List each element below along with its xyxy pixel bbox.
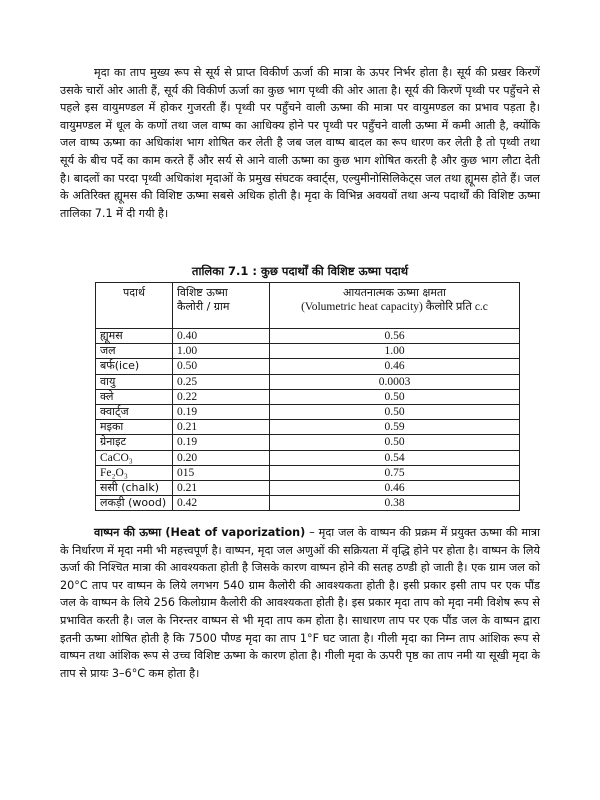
table-row xyxy=(96,404,520,419)
table-caption: तालिका 7.1 : कुछ पदार्थों की विशिष्ट ऊष्मा पदार्थ xyxy=(191,264,409,278)
table-row xyxy=(96,496,520,511)
table-row xyxy=(96,389,520,404)
cell-specific-heat: 0.19 xyxy=(173,404,270,419)
cell-volumetric: 0.56 xyxy=(270,329,520,344)
cell-specific-heat: 0.21 xyxy=(173,480,270,495)
cell-volumetric: 0.54 xyxy=(270,450,520,465)
cell-specific-heat: 0.25 xyxy=(173,374,270,389)
cell-volumetric: 0.46 xyxy=(270,480,520,495)
table-row xyxy=(96,374,520,389)
header-volumetric-heat: आयतनात्मक ऊष्मा क्षमता (Volumetric heat capacity) कैलोरि प्रति c.c xyxy=(270,283,520,329)
cell-volumetric: 0.59 xyxy=(270,420,520,435)
cell-substance: लकड़ी (wood) xyxy=(96,496,173,511)
cell-specific-heat: 0.20 xyxy=(173,450,270,465)
cell-substance: ससी (chalk) xyxy=(96,480,173,495)
cell-substance: Fe₂O₃ xyxy=(96,465,173,480)
specific-heat-table xyxy=(95,282,520,511)
cell-specific-heat: 0.50 xyxy=(173,359,270,374)
cell-specific-heat: 0.19 xyxy=(173,435,270,450)
table-row xyxy=(96,329,520,344)
cell-substance: ह्यूमस xyxy=(96,329,173,344)
cell-specific-heat: 0.42 xyxy=(173,496,270,511)
intro-paragraph: मृदा का ताप मुख्य रूप से सूर्य से प्राप्त विकीर्ण ऊर्जा की मात्रा के ऊपर निर्भर होता है। सूर्य की प्रखर किरणें उसके चारों ओर आती हैं, सूर्य की विकीर्ण ऊर्जा का कुछ भाग पृथ्वी की ओर आता है। सूर्य की किरणें पृथ्वी पर पहुँचने से पहले इस वायुमण्डल में होकर गुजरती हैं। पृथ्वी पर पहुँचने वाली ऊष्मा की मात्रा पर वायुमण्डल का प्रभाव पड़ता है। वायुमण्डल में धूल के कणों तथा जल वाष्प का आधिक्य होने पर पृथ्वी पर पहुँचने वाली ऊष्मा में कमी आती है, क्योंकि जल वाष्प ऊष्मा का अधिकांश भाग शोषित कर लेती है जब जल वाष्प बादल का रूप धारण कर लेती है तो पृथ्वी तथा सूर्य के बीच पर्दे का काम करते हैं और सर्य से आने वाली ऊष्मा का कुछ भाग शोषित करती है और कुछ भाग लौटा देती है। बादलों का परदा पृथ्वी अधिकांश मृदाओं के प्रमुख संघटक क्वार्ट्स, एल्युमीनोसिलिकेट्स जल तथा ह्यूमस होते हैं। जल के अतिरिक्त ह्यूमस की विशिष्ट ऊष्मा सबसे अधिक होती है। मृदा के विभिन्न अवयवों तथा अन्य पदार्थों की विशिष्ट ऊष्मा तालिका 7.1 में दी गयी है। xyxy=(60,66,540,220)
cell-substance: CaCO₃ xyxy=(96,450,173,465)
cell-substance: बर्फ(ice) xyxy=(96,359,173,374)
table-row xyxy=(96,359,520,374)
cell-volumetric: 1.00 xyxy=(270,344,520,359)
cell-substance: मइका xyxy=(96,420,173,435)
cell-substance: क्वार्ट्ज xyxy=(96,404,173,419)
cell-volumetric: 0.38 xyxy=(270,496,520,511)
table-header-row xyxy=(96,283,520,329)
cell-substance: क्ले xyxy=(96,389,173,404)
cell-specific-heat: 0.40 xyxy=(173,329,270,344)
cell-substance: जल xyxy=(96,344,173,359)
cell-volumetric: 0.50 xyxy=(270,404,520,419)
vaporization-text: – मृदा जल के वाष्पन की प्रक्रम में प्रयुक्त ऊष्मा की मात्रा के निर्धारण में मृदा नमी भी महत्त्वपूर्ण है। वाष्पन, मृदा जल अणुओं की सक्रियता में वृद्धि होने पर होता है। वाष्पन के लिये ऊर्जा की निश्चित मात्रा की आवश्यकता होती है जिसके कारण वाष्पन होने की सतह ठण्डी हो जाती है। एक ग्राम जल को 20°C ताप पर वाष्पन के लिये लगभग 540 ग्राम कैलोरी की आवश्यकता होती है। इसी प्रकार इसी ताप पर एक पौंड जल के वाष्पन के लिये 256 किलोग्राम कैलोरी की आवश्यकता होती है। इस प्रकार मृदा ताप को मृदा नमी विशेष रूप से प्रभावित करती है। जल के निरन्तर वाष्पन से भी मृदा ताप कम होता है। साधारण ताप पर एक पौंड जल के वाष्पन द्वारा इतनी ऊष्मा शोषित होती है कि 7500 पौण्ड मृदा का ताप 1°F घट जाता है। गीली मृदा का निम्न ताप आंशिक रूप से वाष्पन तथा आंशिक रूप से उच्च विशिष्ट ऊष्मा के कारण होता है। गीली मृदा के ऊपरी पृष्ठ का ताप नमी या सूखी मृदा के ताप से प्रायः 3–6°C कम होता है। xyxy=(60,526,541,680)
cell-specific-heat: 015 xyxy=(173,465,270,480)
cell-volumetric: 0.50 xyxy=(270,435,520,450)
header-substance: पदार्थ xyxy=(96,283,173,329)
vaporization-heading: वाष्पन की ऊष्मा (Heat of vaporization) xyxy=(94,526,306,539)
table-row xyxy=(96,344,520,359)
cell-substance: वायु xyxy=(96,374,173,389)
cell-specific-heat: 0.21 xyxy=(173,420,270,435)
header-specific-heat: विशिष्ट ऊष्मा कैलोरी / ग्राम xyxy=(173,283,270,329)
cell-volumetric: 0.75 xyxy=(270,465,520,480)
vaporization-paragraph xyxy=(60,524,540,682)
cell-volumetric: 0.46 xyxy=(270,359,520,374)
table-row xyxy=(96,465,520,480)
table-row xyxy=(96,450,520,465)
table-row xyxy=(96,480,520,495)
cell-specific-heat: 0.22 xyxy=(173,389,270,404)
cell-substance: ग्रेनाइट xyxy=(96,435,173,450)
table-row xyxy=(96,420,520,435)
table-row xyxy=(96,435,520,450)
cell-specific-heat: 1.00 xyxy=(173,344,270,359)
cell-volumetric: 0.0003 xyxy=(270,374,520,389)
cell-volumetric: 0.50 xyxy=(270,389,520,404)
